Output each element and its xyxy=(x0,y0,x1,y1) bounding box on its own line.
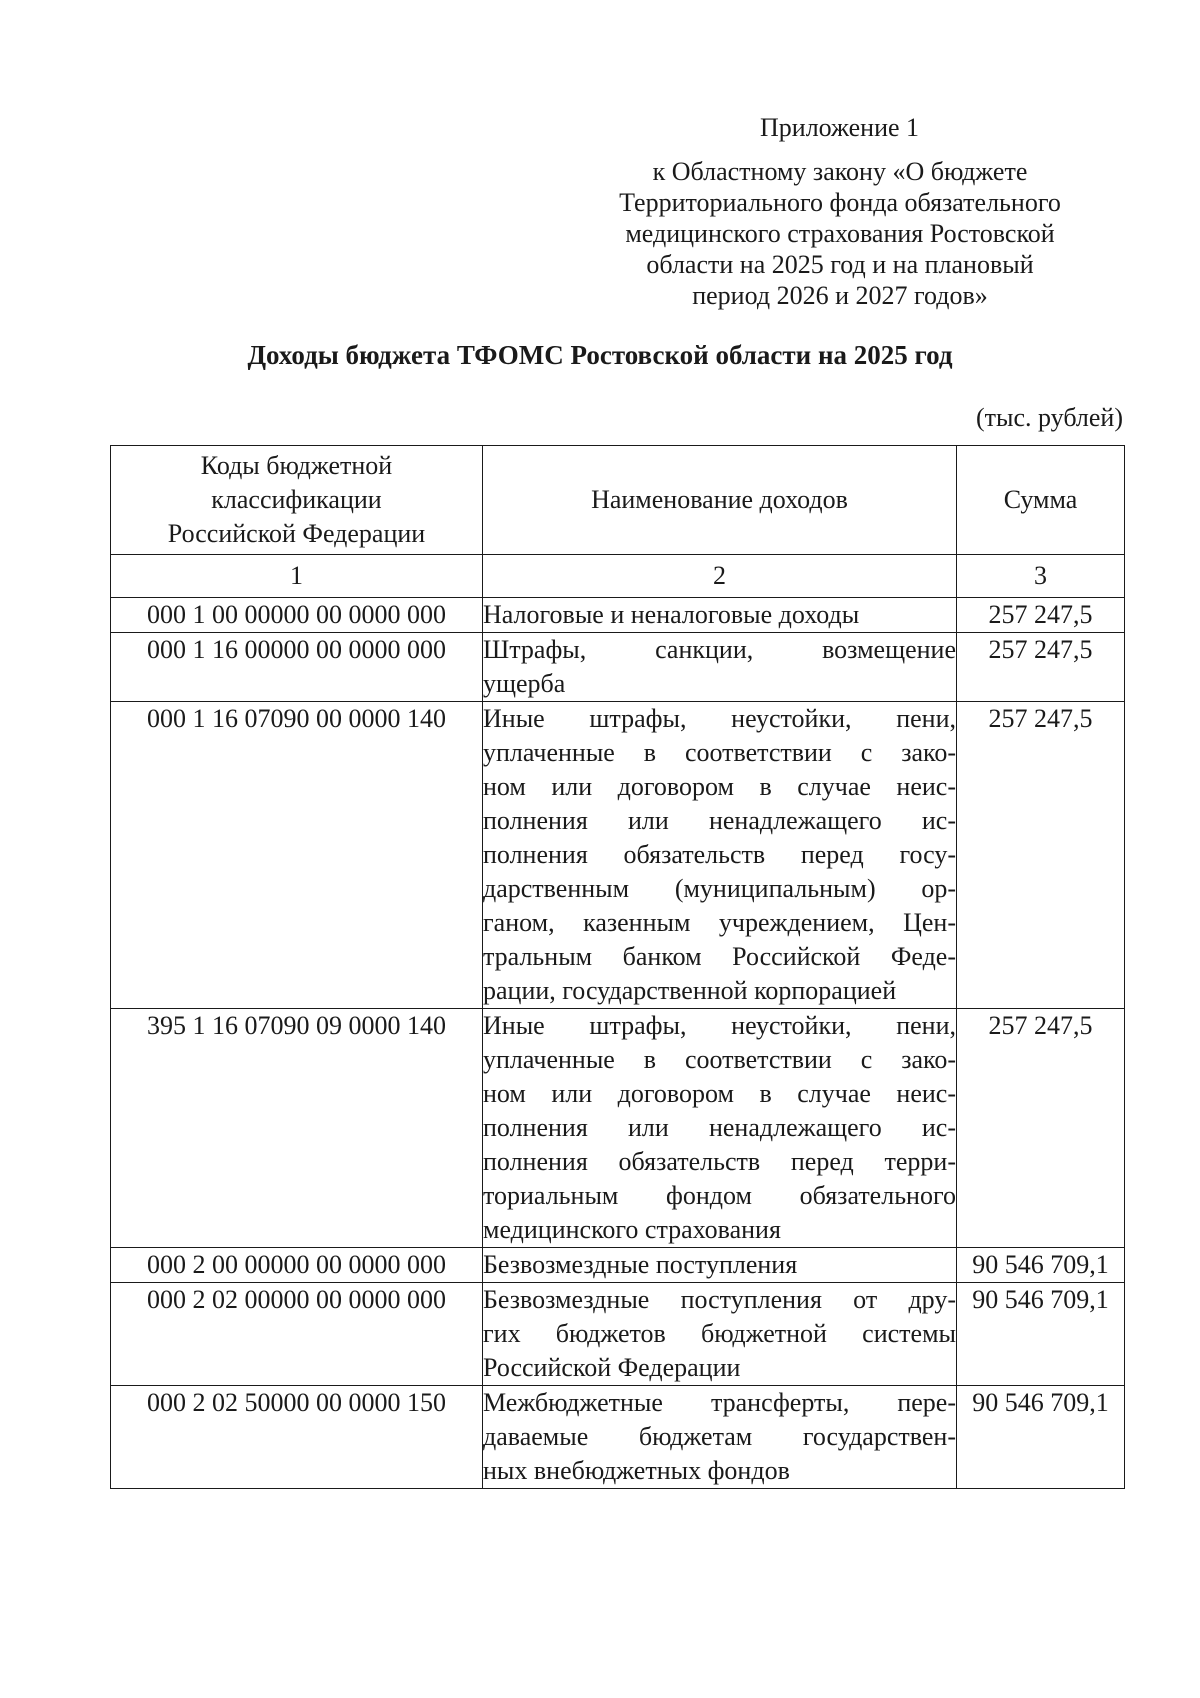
budget-code-cell: 000 2 00 00000 00 0000 000 xyxy=(111,1248,483,1283)
appendix-reference xyxy=(590,156,1090,311)
budget-code-cell: 000 2 02 50000 00 0000 150 xyxy=(111,1386,483,1489)
budget-code-cell: 000 2 02 00000 00 0000 000 xyxy=(111,1283,483,1386)
appendix-label: Приложение 1 xyxy=(760,113,920,142)
header-name-column: Наименование доходов xyxy=(483,446,957,555)
table-header-row xyxy=(111,446,1125,555)
income-name-line: Российской Федерации xyxy=(483,1353,741,1382)
budget-code-cell: 000 1 00 00000 00 0000 000 xyxy=(111,598,483,633)
amount-cell: 90 546 709,1 xyxy=(957,1283,1125,1386)
income-name-cell xyxy=(483,633,957,702)
header-code-line: Коды бюджетной xyxy=(200,451,393,480)
table-row xyxy=(111,1283,1125,1386)
table-row xyxy=(111,1248,1125,1283)
amount-cell: 90 546 709,1 xyxy=(957,1248,1125,1283)
amount-cell: 257 247,5 xyxy=(957,598,1125,633)
document-title: Доходы бюджета ТФОМС Ростовской области на 2025 год xyxy=(247,340,953,370)
table-row xyxy=(111,1009,1125,1248)
appendix-line: области на 2025 год и на плановый xyxy=(646,250,1034,279)
income-name-line: полнения или ненадлежащего ис- xyxy=(483,806,956,835)
income-name-line: рации, государственной корпорацией xyxy=(483,976,897,1005)
income-name-line: ных внебюджетных фондов xyxy=(483,1456,790,1485)
income-name-cell xyxy=(483,702,957,1009)
table-row xyxy=(111,1386,1125,1489)
income-name-line: медицинского страхования xyxy=(483,1215,781,1244)
income-name-cell xyxy=(483,1386,957,1489)
budget-code-cell: 000 1 16 07090 00 0000 140 xyxy=(111,702,483,1009)
income-name-line: гих бюджетов бюджетной системы xyxy=(483,1319,956,1348)
income-name-line: ном или договором в случае неис- xyxy=(483,772,956,801)
income-name-line: Безвозмездные поступления xyxy=(483,1250,798,1279)
amount-cell: 257 247,5 xyxy=(957,1009,1125,1248)
appendix-line: Территориального фонда обязательного xyxy=(619,188,1061,217)
table-row xyxy=(111,633,1125,702)
header-sum-column: Сумма xyxy=(957,446,1125,555)
income-name-line: Иные штрафы, неустойки, пени, xyxy=(483,704,956,733)
appendix-line: период 2026 и 2027 годов» xyxy=(692,281,988,310)
income-name-cell xyxy=(483,1009,957,1248)
income-name-line: уплаченные в соответствии с зако- xyxy=(483,738,956,767)
income-name-line: полнения обязательств перед госу- xyxy=(483,840,956,869)
table-row xyxy=(111,598,1125,633)
income-name-cell xyxy=(483,1283,957,1386)
income-name-line: Штрафы, санкции, возмещение xyxy=(483,635,956,664)
amount-cell: 257 247,5 xyxy=(957,702,1125,1009)
income-name-cell xyxy=(483,598,957,633)
header-code-line: Российской Федерации xyxy=(167,519,426,548)
income-name-line: полнения обязательств перед терри- xyxy=(483,1147,956,1176)
units-label: (тыс. рублей) xyxy=(975,403,1123,432)
income-name-line: полнения или ненадлежащего ис- xyxy=(483,1113,956,1142)
income-table xyxy=(110,445,1125,1489)
income-name-line: даваемые бюджетам государствен- xyxy=(483,1422,956,1451)
income-name-cell xyxy=(483,1248,957,1283)
table-row xyxy=(111,702,1125,1009)
column-number-row xyxy=(111,555,1125,598)
income-name-line: тральным банком Российской Феде- xyxy=(483,942,956,971)
income-name-line: Безвозмездные поступления от дру- xyxy=(483,1285,956,1314)
income-name-line: Иные штрафы, неустойки, пени, xyxy=(483,1011,956,1040)
appendix-line: к Областному закону «О бюджете xyxy=(652,157,1028,186)
income-name-line: ном или договором в случае неис- xyxy=(483,1079,956,1108)
budget-code-cell: 000 1 16 00000 00 0000 000 xyxy=(111,633,483,702)
column-number: 2 xyxy=(483,555,957,598)
appendix-line: медицинского страхования Ростовской xyxy=(625,219,1055,248)
income-name-line: Налоговые и неналоговые доходы xyxy=(483,600,860,629)
column-number: 1 xyxy=(111,555,483,598)
amount-cell: 90 546 709,1 xyxy=(957,1386,1125,1489)
budget-code-cell: 395 1 16 07090 09 0000 140 xyxy=(111,1009,483,1248)
income-name-line: дарственным (муниципальным) ор- xyxy=(483,874,956,903)
income-name-line: уплаченные в соответствии с зако- xyxy=(483,1045,956,1074)
income-name-line: ганом, казенным учреждением, Цен- xyxy=(483,908,956,937)
header-code-column xyxy=(111,446,483,555)
income-name-line: ториальным фондом обязательного xyxy=(483,1181,956,1210)
amount-cell: 257 247,5 xyxy=(957,633,1125,702)
column-number: 3 xyxy=(957,555,1125,598)
header-code-line: классификации xyxy=(211,485,382,514)
income-name-line: ущерба xyxy=(483,669,566,698)
income-name-line: Межбюджетные трансферты, пере- xyxy=(483,1388,956,1417)
